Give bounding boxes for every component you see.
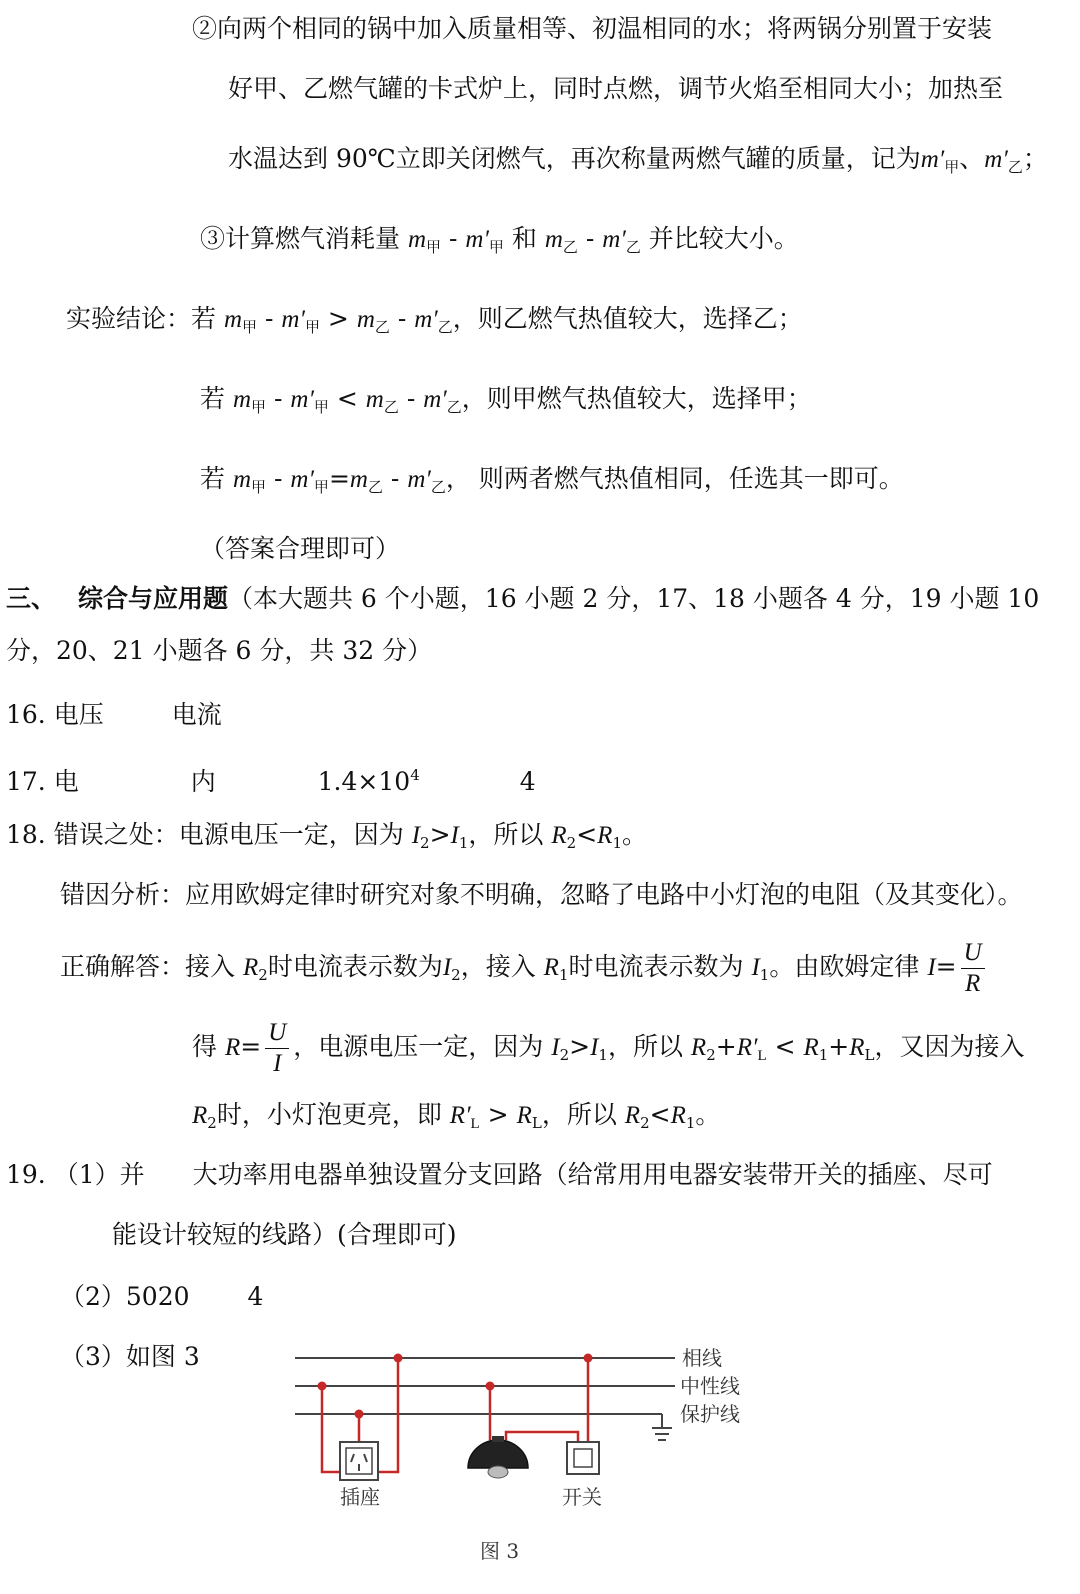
so-text: ，所以	[468, 820, 544, 849]
q19-part3	[60, 1340, 200, 1374]
m-jia: m	[232, 386, 252, 413]
minus: -	[266, 464, 291, 493]
gt-sign: >	[487, 1100, 509, 1129]
sub-yi: 乙	[1007, 158, 1023, 176]
q16-number: 16.	[6, 700, 46, 729]
minus: -	[266, 384, 291, 413]
m-yi-prime: m′	[414, 306, 438, 333]
var-R: R	[224, 1034, 241, 1061]
sub-2: 2	[420, 834, 430, 852]
get-word: 得	[192, 1032, 218, 1061]
var-R: R	[670, 1102, 686, 1129]
sub-yi: 乙	[625, 238, 641, 256]
section-desc-2: 分，20、21 小题各 6 分，共 32 分）	[6, 636, 433, 665]
period: 。	[621, 820, 647, 849]
sub-1: 1	[818, 1046, 829, 1064]
sep: 、	[959, 144, 985, 173]
step2-line1-text: ②向两个相同的锅中加入质量相等、初温相同的水；将两锅分别置于安装	[192, 14, 993, 43]
q18-solution-line2	[192, 1015, 1025, 1088]
sol-text-9: 时，小灯泡更亮，即	[216, 1100, 442, 1129]
var-R: R	[849, 1034, 865, 1061]
q17-number: 17.	[6, 767, 46, 796]
m-jia-prime: m′	[920, 146, 945, 173]
sol-text-2: 时电流表示数为	[267, 952, 443, 981]
q19-part2	[60, 1280, 263, 1314]
section-number: 三、	[6, 584, 57, 613]
step3-text-a: ③计算燃气消耗量	[200, 224, 401, 253]
conclusion-note	[200, 532, 400, 566]
sub-L: L	[531, 1114, 542, 1132]
live-wire-label: 相线	[682, 1346, 722, 1370]
q17-answer-3-base: 1.4×10	[317, 767, 411, 796]
eq-sign: =	[935, 952, 957, 981]
junction-dot	[486, 1382, 495, 1391]
plus-sign: +	[715, 1032, 737, 1061]
sub-1: 1	[458, 834, 469, 852]
sub-jia: 甲	[242, 318, 258, 336]
q17-answer-2: 内	[190, 767, 216, 796]
switch-icon	[567, 1442, 599, 1474]
denominator-I: I	[273, 1050, 282, 1077]
sub-1: 1	[685, 1114, 696, 1132]
q16	[6, 698, 222, 732]
minus: -	[257, 304, 282, 333]
numerator-U: U	[265, 1018, 289, 1049]
result-1: ，则乙燃气热值较大，选择乙；	[452, 304, 803, 333]
m-jia-prime: m′	[281, 306, 305, 333]
section3-heading	[6, 582, 1039, 616]
var-I: I	[751, 954, 760, 981]
sub-L: L	[470, 1116, 480, 1132]
sub-2: 2	[258, 966, 268, 984]
var-I: I	[927, 954, 936, 981]
junction-dot	[584, 1354, 593, 1363]
q17-answer-1: 电	[53, 767, 79, 796]
gt-sign: >	[327, 304, 349, 333]
var-R-prime: R′	[736, 1034, 758, 1061]
var-R: R	[242, 954, 259, 981]
figure-caption: 图 3	[480, 1539, 520, 1563]
m-yi-prime: m′	[602, 226, 626, 253]
denominator-R: R	[964, 970, 981, 997]
section3-desc2	[6, 634, 432, 668]
if-word: 若	[200, 464, 226, 493]
conclusion-line2	[200, 382, 812, 424]
sub-yi: 乙	[446, 398, 462, 416]
junction-dot	[355, 1410, 364, 1419]
minus: -	[577, 224, 603, 253]
sub-jia: 甲	[251, 398, 267, 416]
q19-part2-answer-b: 4	[247, 1282, 264, 1311]
step2-line3	[228, 142, 1048, 184]
q18-error	[6, 818, 647, 860]
eq-sign: =	[328, 464, 350, 493]
junction-dot	[394, 1354, 403, 1363]
q18-analysis	[60, 878, 1023, 912]
m-yi-prime: m′	[407, 466, 431, 493]
m-yi: m	[365, 386, 384, 413]
q19-part3-answer: 如图 3	[125, 1342, 200, 1371]
ohm-fraction	[961, 938, 985, 999]
var-I: I	[411, 822, 421, 849]
q16-answer-2: 电流	[171, 700, 222, 729]
minus: -	[389, 304, 415, 333]
step2-line2-text: 好甲、乙燃气罐的卡式炉上，同时点燃，调节火焰至相同大小；加热至	[228, 74, 1004, 103]
section-desc-1: （本大题共 6 个小题，16 小题 2 分，17、18 小题各 4 分，19 小题 10	[227, 584, 1040, 613]
lamp-icon	[468, 1436, 528, 1478]
q19-part2-answer-a: 5020	[125, 1282, 190, 1311]
q19-part1-label: （1）	[53, 1160, 120, 1189]
note-text: （答案合理即可）	[200, 534, 401, 563]
m-jia: m	[232, 466, 252, 493]
sub-2: 2	[706, 1046, 716, 1064]
m-yi: m	[349, 466, 368, 493]
if-word: 若	[191, 304, 217, 333]
lamp-wiring	[490, 1358, 588, 1442]
sol-text-10: ，所以	[541, 1100, 617, 1129]
m-jia: m	[223, 306, 243, 333]
junction-dot	[318, 1382, 327, 1391]
q19-part1-cont	[112, 1218, 457, 1252]
q18-solution-line1	[60, 935, 989, 1007]
plus-sign: +	[828, 1032, 850, 1061]
var-I: I	[450, 822, 459, 849]
q19-part2-label: （2）	[60, 1282, 126, 1311]
sub-1: 1	[612, 834, 622, 852]
sub-yi: 乙	[562, 238, 578, 256]
q18-solution-line3	[192, 1098, 720, 1141]
sub-yi: 乙	[367, 478, 383, 496]
var-R: R	[543, 954, 559, 981]
sub-1: 1	[759, 966, 770, 984]
conclusion-line3	[200, 462, 904, 504]
q19-part3-label: （3）	[60, 1342, 126, 1371]
sub-1: 1	[598, 1046, 608, 1064]
q17-answer-3-exp: 4	[410, 766, 420, 784]
if-word: 若	[200, 384, 226, 413]
sol-text-1: 接入	[185, 952, 236, 981]
var-R: R	[551, 822, 567, 849]
minus: -	[441, 224, 466, 253]
period: 。	[695, 1100, 721, 1129]
lt-sign: <	[336, 384, 358, 413]
var-R-prime: R′	[449, 1102, 471, 1129]
ground-symbol-icon	[652, 1414, 672, 1440]
q17	[6, 758, 536, 799]
m-yi-prime: m′	[984, 146, 1008, 173]
ground-wire-label: 保护线	[680, 1402, 740, 1426]
sol-text-8: ，又因为接入	[874, 1032, 1025, 1061]
q17-answer-4: 4	[519, 767, 536, 796]
sub-jia: 甲	[426, 238, 442, 256]
minus: -	[398, 384, 424, 413]
gt-sign: >	[429, 820, 451, 849]
sol-text-4: 时电流表示数为	[568, 952, 744, 981]
minus: -	[382, 464, 408, 493]
result-2: ，则甲燃气热值较大，选择甲；	[461, 384, 812, 413]
q18-number: 18.	[6, 820, 46, 849]
sub-jia: 甲	[313, 398, 329, 416]
step3-text-mid: 和	[511, 224, 537, 253]
var-R: R	[803, 1034, 819, 1061]
sub-1: 1	[558, 966, 569, 984]
error-label: 错误之处：	[53, 820, 179, 849]
sub-2: 2	[207, 1114, 217, 1132]
var-I: I	[442, 954, 452, 981]
q16-answer-1: 电压	[53, 700, 104, 729]
section-title: 综合与应用题	[77, 584, 228, 613]
analysis-label: 错因分析：	[60, 880, 186, 909]
step3-line	[200, 222, 799, 264]
socket-label: 插座	[340, 1485, 380, 1509]
sub-L: L	[864, 1046, 875, 1064]
sub-jia: 甲	[251, 478, 267, 496]
var-R: R	[516, 1102, 532, 1129]
q19-part1	[6, 1158, 993, 1192]
sol-text-3: ，接入	[460, 952, 536, 981]
end-mark: ；	[1022, 144, 1048, 173]
sub-jia: 甲	[488, 238, 504, 256]
r-fraction	[265, 1018, 289, 1079]
solution-label: 正确解答：	[60, 952, 186, 981]
step2-line2	[228, 72, 1003, 106]
q19-number: 19.	[6, 1160, 46, 1189]
sub-2: 2	[566, 834, 577, 852]
sub-jia: 甲	[304, 318, 320, 336]
result-3: ， 则两者燃气热值相同，任选其一即可。	[445, 464, 904, 493]
lt-sign: <	[774, 1032, 796, 1061]
switch-label: 开关	[562, 1485, 602, 1509]
lt-sign: <	[576, 820, 598, 849]
sub-jia: 甲	[944, 158, 960, 176]
step2-line3-text: 水温达到 90℃立即关闭燃气，再次称量两燃气罐的质量，记为	[228, 144, 921, 173]
var-R: R	[624, 1102, 641, 1129]
conclusion-label: 实验结论：	[66, 304, 192, 333]
numerator-U: U	[961, 938, 985, 969]
gt-sign: >	[569, 1032, 591, 1061]
sub-yi: 乙	[430, 478, 446, 496]
analysis-text: 应用欧姆定律时研究对象不明确，忽略了电路中小灯泡的电阻（及其变化）。	[185, 880, 1023, 909]
sub-yi: 乙	[383, 398, 399, 416]
sub-2: 2	[451, 966, 461, 984]
error-text: 电源电压一定，因为	[178, 820, 404, 849]
q19-part1-answer-b: 大功率用电器单独设置分支回路（给常用用电器安装带开关的插座、尽可	[192, 1160, 993, 1189]
sol-text-6: ，电源电压一定，因为	[293, 1032, 544, 1061]
m-jia-prime: m′	[465, 226, 489, 253]
neutral-wire-label: 中性线	[680, 1374, 740, 1398]
sub-yi: 乙	[437, 318, 453, 336]
sub-L: L	[757, 1048, 767, 1064]
circuit-figure	[290, 1340, 770, 1590]
sub-yi: 乙	[374, 318, 390, 336]
m-jia-prime: m′	[290, 386, 314, 413]
sub-jia: 甲	[313, 478, 329, 496]
lt-sign: <	[649, 1100, 671, 1129]
m-yi: m	[544, 226, 563, 253]
sub-2: 2	[640, 1114, 650, 1132]
step3-text-b: 并比较大小。	[648, 224, 799, 253]
var-I: I	[590, 1034, 599, 1061]
var-R: R	[690, 1034, 707, 1061]
eq-sign: =	[240, 1032, 262, 1061]
m-jia-prime: m′	[290, 466, 314, 493]
var-R: R	[597, 822, 613, 849]
step2-line1	[192, 12, 992, 46]
m-yi: m	[356, 306, 375, 333]
q19-part1-answer-c: 能设计较短的线路）(合理即可)	[112, 1220, 457, 1249]
m-jia: m	[407, 226, 427, 253]
sol-text-5: 。由欧姆定律	[769, 952, 920, 981]
var-R: R	[192, 1102, 208, 1129]
q19-part1-answer-a: 并	[119, 1160, 145, 1189]
sub-2: 2	[559, 1046, 570, 1064]
m-yi-prime: m′	[423, 386, 447, 413]
socket-icon	[340, 1442, 378, 1480]
var-I: I	[551, 1034, 560, 1061]
conclusion-line1	[66, 302, 803, 344]
sol-text-7: ，所以	[607, 1032, 683, 1061]
